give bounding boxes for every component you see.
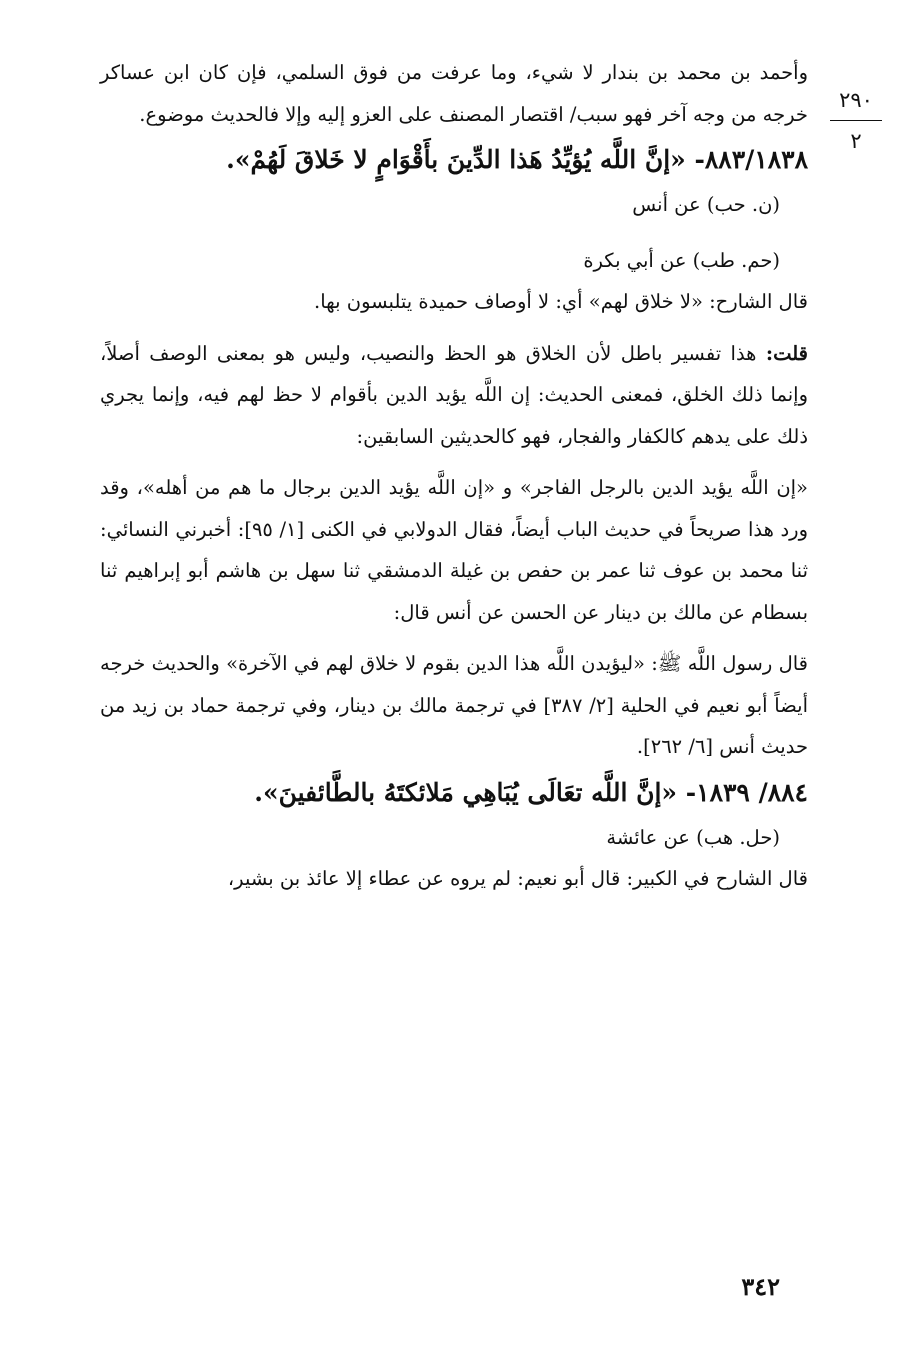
hadith-883-source-1: (ن. حب) عن أنس xyxy=(632,193,780,216)
qultu-label: قلت: xyxy=(765,341,808,365)
margin-reference-bottom: ٢ xyxy=(850,129,862,153)
hadith-884-source: (حل. هب) عن عائشة xyxy=(606,825,780,849)
paragraph-kabir: قال الشارح في الكبير: قال أبو نعيم: لم يروه عن عطاء إلا عائذ بن بشير، xyxy=(227,866,808,890)
paragraph-commentator: قال الشارح: «لا خلاق لهم» أي: لا أوصاف حميدة يتلبسون بها. xyxy=(314,290,808,313)
paragraph-dulabi: «إن اللَّه يؤيد الدين بالرجل الفاجر» و «إن اللَّه يؤيد الدين برجال ما هم من أهله»، وقد ورد هذا صريحاً في حديث الباب أيضاً، فقال الدولابي في الكنى [١/ ٩٥]: أخبرني النسائي: ثنا محمد بن عوف ثنا عمر بن حفص بن غيلة الدمشقي ثنا سهل بن هاشم أبو إبراهيم ثنا بسطام عن مالك بن دينار عن الحسن عن أنس قال: xyxy=(100,476,808,624)
margin-reference-top: ٢٩٠ xyxy=(839,88,873,112)
hadith-883-source-2: (حم. طب) عن أبي بكرة xyxy=(583,249,780,272)
main-text xyxy=(100,52,808,899)
qultu-text: هذا تفسير باطل لأن الخلاق هو الحظ والنصيب، وليس هو بمعنى الوصف أصلاً، وإنما ذلك الخلق، فمعنى الحديث: إن اللَّه يؤيد الدين بأقوام لا حظ لهم فيه، وإنما يجري ذلك على يدهم كالكفار والفجار، فهو كالحديثين السابقين: xyxy=(100,341,808,448)
hadith-884: ٨٨٤/ ١٨٣٩- «إنَّ اللَّه تعَالَى يُبَاهِي مَلائكتَهُ بالطَّائفينَ». xyxy=(254,777,808,807)
margin-reference xyxy=(828,86,884,155)
paragraph-1: وأحمد بن محمد بن بندار لا شيء، وما عرفت من فوق السلمي، فإن كان ابن عساكر خرجه من وجه آخر فهو سبب/ اقتصار المصنف على العزو إليه وإلا فالحديث موضوع. xyxy=(100,61,808,126)
page-number: ٣٤٢ xyxy=(741,1272,780,1301)
paragraph-qultu xyxy=(100,333,808,458)
paragraph-prophet-saying: قال رسول اللَّه ﷺ: «ليؤيدن اللَّه هذا الدين بقوم لا خلاق لهم في الآخرة» والحديث خرجه أيضاً أبو نعيم في الحلية [٢/ ٣٨٧] في ترجمة مالك بن دينار، وفي ترجمة حماد بن زيد من حديث أنس [٦/ ٢٦٢]. xyxy=(100,652,808,758)
hadith-883: ٨٨٣/١٨٣٨- «إنَّ اللَّه يُؤيِّدُ هَذا الدِّينَ بأَقْوَامٍ لا خَلاقَ لَهُمْ». xyxy=(226,145,808,174)
margin-reference-rule xyxy=(830,120,882,121)
